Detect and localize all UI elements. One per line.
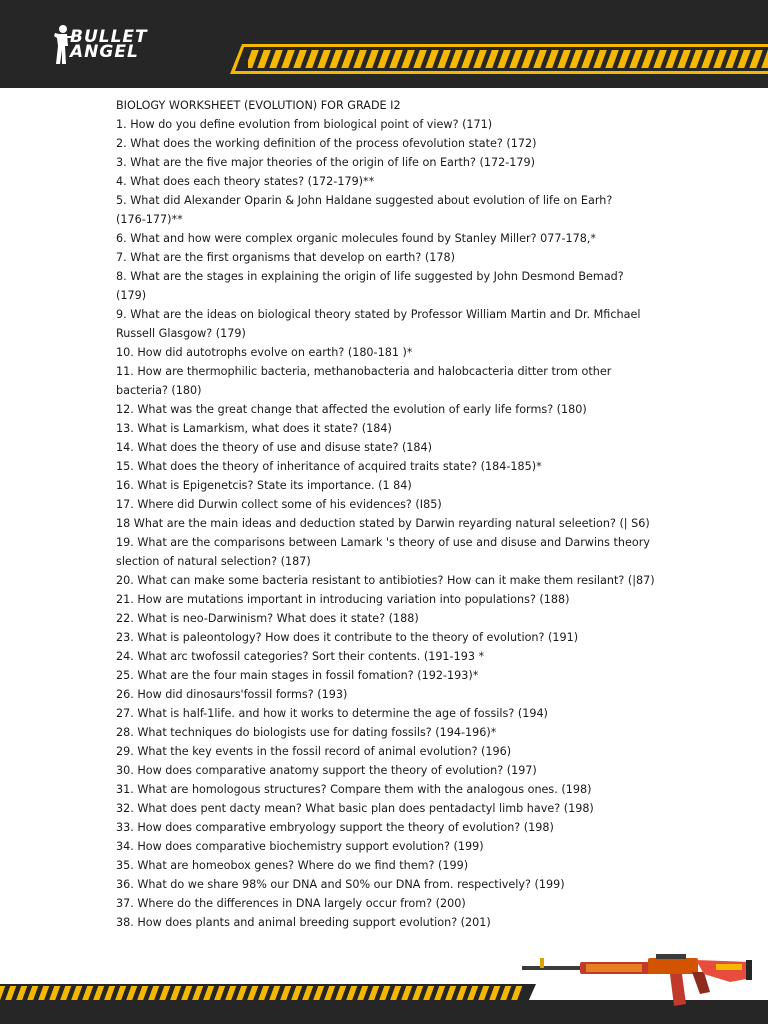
question-line: 30. How does comparative anatomy support the theory of evolution? (197) xyxy=(116,764,537,777)
question-line: 14. What does the theory of use and disuse state? (184) xyxy=(116,441,433,454)
question-line: 26. How did dinosaurs'fossil forms? (193) xyxy=(116,688,348,701)
question-line: 5. What did Alexander Oparin & John Haldane suggested about evolution of life on Earh? xyxy=(116,194,613,207)
question-line: 29. What the key events in the fossil record of animal evolution? (196) xyxy=(116,745,512,758)
question-line: 35. What are homeobox genes? Where do we find them? (199) xyxy=(116,859,469,872)
logo-wordmark xyxy=(70,27,148,62)
question-line: 9. What are the ideas on biological theory stated by Professor William Martin and Dr. Mfichael xyxy=(116,308,641,321)
question-line: (179) xyxy=(116,289,147,302)
question-line: 10. How did autotrophs evolve on earth? (180-181 )* xyxy=(116,346,413,359)
question-line: 17. Where did Durwin collect some of his evidences? (I85) xyxy=(116,498,442,511)
worksheet-content xyxy=(116,96,656,932)
question-line: 27. What is half-1life. and how it works to determine the age of fossils? (194) xyxy=(116,707,548,720)
bullet-angel-logo xyxy=(52,24,172,68)
question-line: 15. What does the theory of inheritance of acquired traits state? (184-185)* xyxy=(116,460,542,473)
question-line: 19. What are the comparisons between Lamark 's theory of use and disuse and Darwins theory xyxy=(116,536,650,549)
question-line: 2. What does the working definition of the process ofevolution state? (172) xyxy=(116,137,537,150)
question-line: 38. How does plants and animal breeding support evolution? (201) xyxy=(116,916,491,929)
question-line: 24. What arc twofossil categories? Sort their contents. (191-193 * xyxy=(116,650,485,663)
question-line: 7. What are the first organisms that develop on earth? (178) xyxy=(116,251,455,264)
page-header xyxy=(0,0,768,88)
question-line: 25. What are the four main stages in fossil fomation? (192-193)* xyxy=(116,669,479,682)
question-line: 31. What are homologous structures? Compare them with the analogous ones. (198) xyxy=(116,783,592,796)
question-line: 37. Where do the differences in DNA largely occur from? (200) xyxy=(116,897,466,910)
question-line: 13. What is Lamarkism, what does it state? (184) xyxy=(116,422,392,435)
question-line: 3. What are the five major theories of the origin of life on Earth? (172-179) xyxy=(116,156,535,169)
rifle-illustration-icon xyxy=(520,948,756,1014)
question-line: 1. How do you define evolution from biological point of view? (171) xyxy=(116,118,493,131)
question-line: slection of natural selection? (187) xyxy=(116,555,311,568)
question-line: 8. What are the stages in explaining the origin of life suggested by John Desmond Bemad? xyxy=(116,270,624,283)
question-line: 33. How does comparative embryology support the theory of evolution? (198) xyxy=(116,821,554,834)
question-line: 20. What can make some bacteria resistant to antibioties? How can it make them resilant? (|87) xyxy=(116,574,655,587)
question-line: 34. How does comparative biochemistry support evolution? (199) xyxy=(116,840,484,853)
question-line: Russell Glasgow? (179) xyxy=(116,327,246,340)
question-line: 22. What is neo-Darwinism? What does it state? (188) xyxy=(116,612,419,625)
question-line: 32. What does pent dacty mean? What basic plan does pentadactyl limb have? (198) xyxy=(116,802,594,815)
logo-line-1: BULLET xyxy=(70,27,148,47)
question-line: 18 What are the main ideas and deduction stated by Darwin reyarding natural seleetion? (| S6) xyxy=(116,517,650,530)
hazard-stripe-top xyxy=(230,44,768,74)
hazard-stripe-bottom xyxy=(0,984,536,1002)
question-line: 28. What techniques do biologists use for dating fossils? (194-196)* xyxy=(116,726,497,739)
question-line: 36. What do we share 98% our DNA and S0% our DNA from. respectively? (199) xyxy=(116,878,565,891)
question-line: bacteria? (180) xyxy=(116,384,202,397)
question-line: 12. What was the great change that affected the evolution of early life forms? (180) xyxy=(116,403,587,416)
question-line: 11. How are thermophilic bacteria, methanobacteria and halobcacteria ditter trom other xyxy=(116,365,612,378)
question-line: 23. What is paleontology? How does it contribute to the theory of evolution? (191) xyxy=(116,631,579,644)
logo-line-2: ANGEL xyxy=(70,42,139,62)
question-line: (176-177)** xyxy=(116,213,183,226)
question-line: 21. How are mutations important in introducing variation into populations? (188) xyxy=(116,593,570,606)
question-line: 4. What does each theory states? (172-179)** xyxy=(116,175,375,188)
question-line: 6. What and how were complex organic molecules found by Stanley Miller? 077-178,* xyxy=(116,232,597,245)
question-line: 16. What is Epigenetcis? State its importance. (1 84) xyxy=(116,479,412,492)
worksheet-title: BIOLOGY WORKSHEET (EVOLUTION) FOR GRADE I2 xyxy=(116,99,401,112)
